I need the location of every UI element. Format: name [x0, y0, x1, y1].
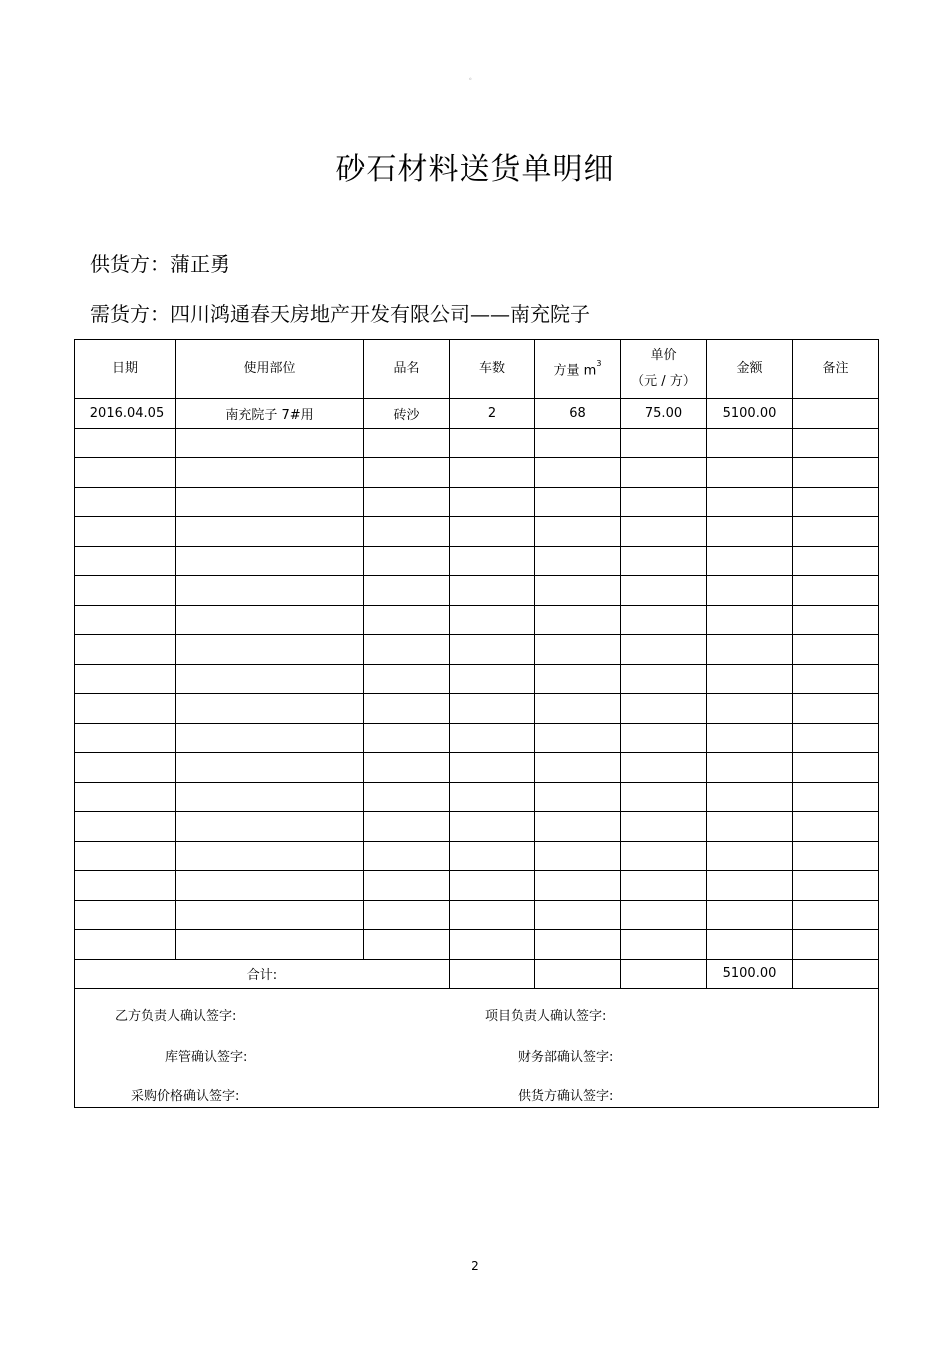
- cell-amount: [707, 841, 793, 871]
- cell-date: [75, 635, 176, 665]
- cell-remark: [793, 753, 879, 783]
- cell-date: [75, 841, 176, 871]
- cell-remark: [793, 458, 879, 488]
- cell-unit-price: [621, 900, 707, 930]
- cell-amount: [707, 546, 793, 576]
- cell-amount: [707, 812, 793, 842]
- header-remark: 备注: [793, 340, 879, 399]
- cell-amount: [707, 900, 793, 930]
- cell-location: 南充院子 7#用: [176, 399, 364, 429]
- cell-location: [176, 576, 364, 606]
- cell-remark: [793, 428, 879, 458]
- cell-volume: [535, 664, 621, 694]
- cell-product: [364, 753, 450, 783]
- cell-product: [364, 812, 450, 842]
- header-volume: [535, 340, 621, 399]
- cell-date: [75, 458, 176, 488]
- cell-date: [75, 576, 176, 606]
- cell-volume: [535, 723, 621, 753]
- cell-trucks: [450, 546, 535, 576]
- sig-purchase-price: 采购价格确认签字:: [131, 1088, 240, 1104]
- cell-location: [176, 487, 364, 517]
- sig-project-lead: 项目负责人确认签字:: [485, 1008, 607, 1024]
- cell-volume: [535, 605, 621, 635]
- header-unit-price-line2: （元 / 方）: [631, 374, 696, 389]
- table-row: [75, 723, 879, 753]
- table-row: [75, 841, 879, 871]
- cell-location: [176, 546, 364, 576]
- cell-product: [364, 664, 450, 694]
- cell-product: [364, 930, 450, 960]
- cell-amount: [707, 930, 793, 960]
- cell-trucks: [450, 635, 535, 665]
- cell-location: [176, 930, 364, 960]
- cell-remark: [793, 664, 879, 694]
- total-volume: [535, 959, 621, 988]
- signature-row: [75, 988, 879, 1107]
- cell-remark: [793, 812, 879, 842]
- cell-trucks: [450, 812, 535, 842]
- header-volume-sup: 3: [596, 358, 602, 368]
- cell-trucks: [450, 694, 535, 724]
- cell-date: [75, 900, 176, 930]
- cell-amount: [707, 753, 793, 783]
- cell-amount: [707, 782, 793, 812]
- cell-trucks: [450, 782, 535, 812]
- table-row: [75, 487, 879, 517]
- document-title: 砂石材料送货单明细: [335, 152, 615, 187]
- cell-trucks: [450, 753, 535, 783]
- table-row: [75, 694, 879, 724]
- table-row: [75, 517, 879, 547]
- cell-remark: [793, 487, 879, 517]
- page-number: 2: [471, 1259, 479, 1273]
- cell-unit-price: [621, 782, 707, 812]
- cell-date: [75, 694, 176, 724]
- cell-product: [364, 487, 450, 517]
- cell-trucks: [450, 517, 535, 547]
- cell-remark: [793, 930, 879, 960]
- buyer-line: 需货方：四川鸿通春天房地产开发有限公司——南充院子: [90, 302, 590, 326]
- cell-location: [176, 517, 364, 547]
- table-row: [75, 428, 879, 458]
- cell-location: [176, 900, 364, 930]
- top-mark: 。: [469, 73, 476, 81]
- header-unit-price-line1: 单价: [650, 348, 677, 363]
- cell-volume: [535, 635, 621, 665]
- cell-product: [364, 871, 450, 901]
- header-volume-label: 方量 m: [553, 363, 597, 379]
- cell-trucks: [450, 605, 535, 635]
- supplier-line: 供货方：蒲正勇: [90, 252, 230, 276]
- cell-date: [75, 487, 176, 517]
- total-unit-price: [621, 959, 707, 988]
- cell-location: [176, 664, 364, 694]
- cell-product: [364, 723, 450, 753]
- cell-product: [364, 694, 450, 724]
- cell-trucks: [450, 428, 535, 458]
- table-row: [75, 576, 879, 606]
- cell-unit-price: [621, 871, 707, 901]
- cell-amount: [707, 428, 793, 458]
- cell-trucks: [450, 930, 535, 960]
- cell-trucks: 2: [450, 399, 535, 429]
- cell-remark: [793, 723, 879, 753]
- total-remark: [793, 959, 879, 988]
- cell-product: [364, 428, 450, 458]
- total-label: 合计:: [75, 959, 450, 988]
- cell-date: [75, 546, 176, 576]
- cell-date: [75, 605, 176, 635]
- table-row: [75, 782, 879, 812]
- cell-volume: [535, 782, 621, 812]
- cell-product: [364, 576, 450, 606]
- cell-volume: [535, 694, 621, 724]
- cell-unit-price: [621, 517, 707, 547]
- cell-unit-price: [621, 664, 707, 694]
- cell-volume: [535, 428, 621, 458]
- header-unit-price: [621, 340, 707, 399]
- cell-trucks: [450, 900, 535, 930]
- cell-date: [75, 517, 176, 547]
- cell-location: [176, 723, 364, 753]
- sig-party-b: 乙方负责人确认签字:: [115, 1008, 237, 1024]
- cell-amount: [707, 605, 793, 635]
- cell-remark: [793, 546, 879, 576]
- cell-amount: [707, 635, 793, 665]
- cell-volume: [535, 900, 621, 930]
- cell-remark: [793, 605, 879, 635]
- table-row: [75, 753, 879, 783]
- header-amount: 金额: [707, 340, 793, 399]
- cell-remark: [793, 871, 879, 901]
- cell-product: 砖沙: [364, 399, 450, 429]
- cell-trucks: [450, 458, 535, 488]
- cell-amount: 5100.00: [707, 399, 793, 429]
- cell-unit-price: [621, 605, 707, 635]
- cell-location: [176, 841, 364, 871]
- header-product: 品名: [364, 340, 450, 399]
- cell-unit-price: [621, 723, 707, 753]
- cell-unit-price: [621, 487, 707, 517]
- cell-volume: [535, 841, 621, 871]
- table-row: [75, 871, 879, 901]
- cell-product: [364, 841, 450, 871]
- cell-location: [176, 605, 364, 635]
- table-row: [75, 635, 879, 665]
- cell-remark: [793, 841, 879, 871]
- cell-amount: [707, 517, 793, 547]
- cell-date: [75, 664, 176, 694]
- cell-amount: [707, 458, 793, 488]
- cell-volume: [535, 487, 621, 517]
- delivery-table: [74, 339, 879, 1108]
- cell-remark: [793, 399, 879, 429]
- cell-volume: [535, 517, 621, 547]
- cell-trucks: [450, 723, 535, 753]
- cell-amount: [707, 723, 793, 753]
- cell-product: [364, 900, 450, 930]
- total-row: [75, 959, 879, 988]
- cell-date: [75, 723, 176, 753]
- cell-unit-price: [621, 841, 707, 871]
- table-row: [75, 399, 879, 429]
- table-row: [75, 930, 879, 960]
- cell-product: [364, 635, 450, 665]
- sig-supplier: 供货方确认签字:: [518, 1088, 614, 1104]
- header-date: 日期: [75, 340, 176, 399]
- cell-unit-price: [621, 576, 707, 606]
- total-trucks: [450, 959, 535, 988]
- cell-location: [176, 458, 364, 488]
- signature-section: [75, 988, 879, 1107]
- cell-location: [176, 694, 364, 724]
- cell-date: 2016.04.05: [75, 399, 176, 429]
- cell-unit-price: [621, 753, 707, 783]
- cell-date: [75, 782, 176, 812]
- cell-volume: [535, 458, 621, 488]
- sig-warehouse: 库管确认签字:: [165, 1049, 248, 1065]
- total-amount: 5100.00: [707, 959, 793, 988]
- cell-remark: [793, 900, 879, 930]
- cell-volume: [535, 753, 621, 783]
- cell-product: [364, 546, 450, 576]
- cell-volume: [535, 546, 621, 576]
- cell-location: [176, 635, 364, 665]
- cell-volume: [535, 576, 621, 606]
- header-trucks: 车数: [450, 340, 535, 399]
- cell-remark: [793, 517, 879, 547]
- cell-remark: [793, 694, 879, 724]
- cell-date: [75, 812, 176, 842]
- cell-remark: [793, 576, 879, 606]
- header-location: 使用部位: [176, 340, 364, 399]
- cell-location: [176, 812, 364, 842]
- table-row: [75, 605, 879, 635]
- cell-location: [176, 753, 364, 783]
- table-row: [75, 812, 879, 842]
- cell-unit-price: [621, 458, 707, 488]
- cell-amount: [707, 871, 793, 901]
- cell-volume: [535, 930, 621, 960]
- cell-unit-price: [621, 812, 707, 842]
- cell-volume: [535, 871, 621, 901]
- cell-volume: [535, 812, 621, 842]
- cell-unit-price: 75.00: [621, 399, 707, 429]
- cell-product: [364, 605, 450, 635]
- cell-amount: [707, 694, 793, 724]
- cell-remark: [793, 635, 879, 665]
- table-row: [75, 546, 879, 576]
- table-row: [75, 900, 879, 930]
- cell-unit-price: [621, 930, 707, 960]
- cell-unit-price: [621, 428, 707, 458]
- cell-date: [75, 428, 176, 458]
- table-row: [75, 458, 879, 488]
- cell-product: [364, 782, 450, 812]
- cell-date: [75, 753, 176, 783]
- cell-unit-price: [621, 635, 707, 665]
- cell-product: [364, 517, 450, 547]
- cell-volume: 68: [535, 399, 621, 429]
- table-row: [75, 664, 879, 694]
- cell-unit-price: [621, 546, 707, 576]
- cell-trucks: [450, 576, 535, 606]
- cell-location: [176, 871, 364, 901]
- cell-trucks: [450, 841, 535, 871]
- cell-product: [364, 458, 450, 488]
- cell-location: [176, 782, 364, 812]
- table-header-row: [75, 340, 879, 399]
- cell-amount: [707, 664, 793, 694]
- cell-trucks: [450, 487, 535, 517]
- cell-amount: [707, 487, 793, 517]
- cell-unit-price: [621, 694, 707, 724]
- cell-remark: [793, 782, 879, 812]
- cell-date: [75, 871, 176, 901]
- cell-date: [75, 930, 176, 960]
- cell-amount: [707, 576, 793, 606]
- cell-location: [176, 428, 364, 458]
- sig-finance: 财务部确认签字:: [518, 1049, 614, 1065]
- cell-trucks: [450, 871, 535, 901]
- cell-trucks: [450, 664, 535, 694]
